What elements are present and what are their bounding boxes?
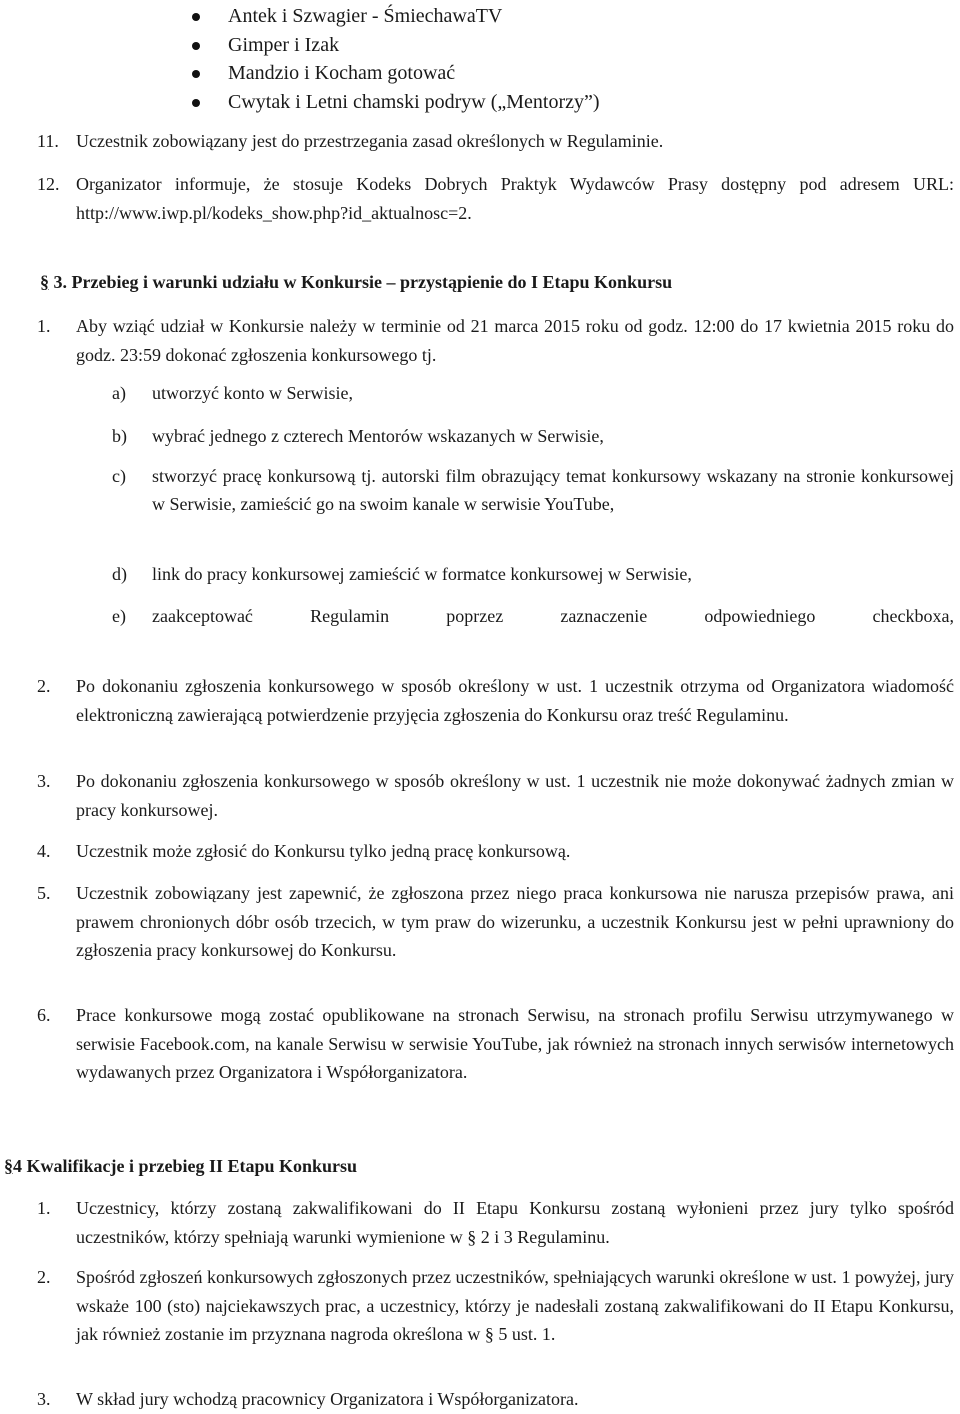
item-text: Spośród zgłoszeń konkursowych zgłoszonych przez uczestników, spełniających warunki określone w ust. 1 powyżej, jury wskaże 100 (sto) najciekawszych prac, a uczestnicy, którzy je nadesłali zostaną zakwalifikowani do II Etapu Konkursu, jak również zostanie im przyznana nagroda określona w § 5 ust. 1. <box>76 1267 954 1344</box>
bullet-dot-icon <box>192 99 200 107</box>
item-text: Po dokonaniu zgłoszenia konkursowego w sposób określony w ust. 1 uczestnik nie może dokonywać żadnych zmian w pracy konkursowej. <box>76 771 954 820</box>
subitem-text: utworzyć konto w Serwisie, <box>152 383 353 403</box>
bullet-dot-icon <box>192 13 200 21</box>
subitem-text: link do pracy konkursowej zamieścić w formatce konkursowej w Serwisie, <box>152 564 692 584</box>
item-number: 1. <box>37 316 51 336</box>
item-number: 3. <box>37 771 51 791</box>
bullet-dot-icon <box>192 42 200 50</box>
section-symbol: § <box>40 272 49 292</box>
bullet-text: Gimper i Izak <box>228 33 340 56</box>
subitem-text: wybrać jednego z czterech Mentorów wskazanych w Serwisie, <box>152 426 604 446</box>
item-number: 3. <box>37 1389 51 1409</box>
item-number: 11. <box>37 131 59 151</box>
bullet-item <box>186 2 600 31</box>
section-symbol: § <box>4 1156 13 1176</box>
subitem-text: stworzyć pracę konkursową tj. autorski film obrazujący temat konkursowy wskazany na stronie konkursowej w Serwisie, zamieścić go na swoim kanale w serwisie YouTube, <box>152 466 954 514</box>
item-number: 1. <box>37 1198 51 1218</box>
subitem-letter: d) <box>112 564 127 584</box>
item-text: Uczestnicy, którzy zostaną zakwalifikowani do II Etapu Konkursu zostaną wyłonieni przez jury tylko spośród uczestników, którzy spełniają warunki wymienione w § 2 i 3 Regulaminu. <box>76 1198 954 1247</box>
subitem-text: zaakceptować Regulamin poprzez zaznaczenie odpowiedniego checkboxa, <box>152 606 954 626</box>
section-3-heading <box>40 268 672 296</box>
bullet-text: Mandzio i Kocham gotować <box>228 62 456 84</box>
bullet-item <box>186 59 600 88</box>
item-number: 12. <box>37 174 60 194</box>
item-text: Aby wziąć udział w Konkursie należy w terminie od 21 marca 2015 roku od godz. 12:00 do 17 kwietnia 2015 roku do godz. 23:59 dokonać zgłoszenia konkursowego tj. <box>76 316 954 365</box>
bullet-text: Antek i Szwagier - ŚmiechawaTV <box>228 5 503 27</box>
item-text: Po dokonaniu zgłoszenia konkursowego w sposób określony w ust. 1 uczestnik otrzyma od Organizatora wiadomość elektroniczną zawierającą potwierdzenie przyjęcia zgłoszenia do Konkursu oraz treść Regulaminu. <box>76 676 954 725</box>
item-text: Uczestnik zobowiązany jest do przestrzegania zasad określonych w Regulaminie. <box>76 131 664 151</box>
item-text: Organizator informuje, że stosuje Kodeks Dobrych Praktyk Wydawców Prasy dostępny pod adresem URL: http://www.iwp.pl/kodeks_show.php?id_aktualnosc=2. <box>76 174 954 223</box>
bullet-item <box>186 31 600 60</box>
item-text: Uczestnik zobowiązany jest zapewnić, że zgłoszona przez niego praca konkursowa nie narusza przepisów prawa, ani prawem chronionych dóbr osób trzecich, w tym praw do wizerunku, a uczestnik Konkursu jest w pełni uprawniony do zgłoszenia pracy konkursowej do Konkursu. <box>76 883 954 960</box>
bullet-item <box>186 88 600 117</box>
item-number: 6. <box>37 1005 51 1025</box>
section-title: 4 Kwalifikacje i przebieg II Etapu Konkursu <box>13 1156 358 1176</box>
bullet-dot-icon <box>192 70 200 78</box>
item-text: Uczestnik może zgłosić do Konkursu tylko jedną pracę konkursową. <box>76 841 571 861</box>
subitem-letter: b) <box>112 426 127 446</box>
item-number: 2. <box>37 676 51 696</box>
mentors-bullet-list <box>186 2 600 116</box>
section-4-heading <box>4 1152 357 1180</box>
subitem-letter: a) <box>112 383 126 403</box>
item-number: 2. <box>37 1267 51 1287</box>
subitem-letter: e) <box>112 606 126 626</box>
section-title: 3. Przebieg i warunki udziału w Konkursie – przystąpienie do I Etapu Konkursu <box>53 272 673 292</box>
bullet-text: Cwytak i Letni chamski podryw („Mentorzy”) <box>228 90 600 113</box>
item-text: Prace konkursowe mogą zostać opublikowane na stronach Serwisu, na stronach profilu Serwisu utrzymywanego w serwisie Facebook.com, na kanale Serwisu w serwisie YouTube, jak również na stronach innych serwisów internetowych wydawanych przez Organizatora i Współorganizatora. <box>76 1005 954 1082</box>
item-number: 4. <box>37 841 51 861</box>
item-text: W skład jury wchodzą pracownicy Organizatora i Współorganizatora. <box>76 1389 579 1409</box>
subitem-letter: c) <box>112 466 126 486</box>
item-number: 5. <box>37 883 51 903</box>
